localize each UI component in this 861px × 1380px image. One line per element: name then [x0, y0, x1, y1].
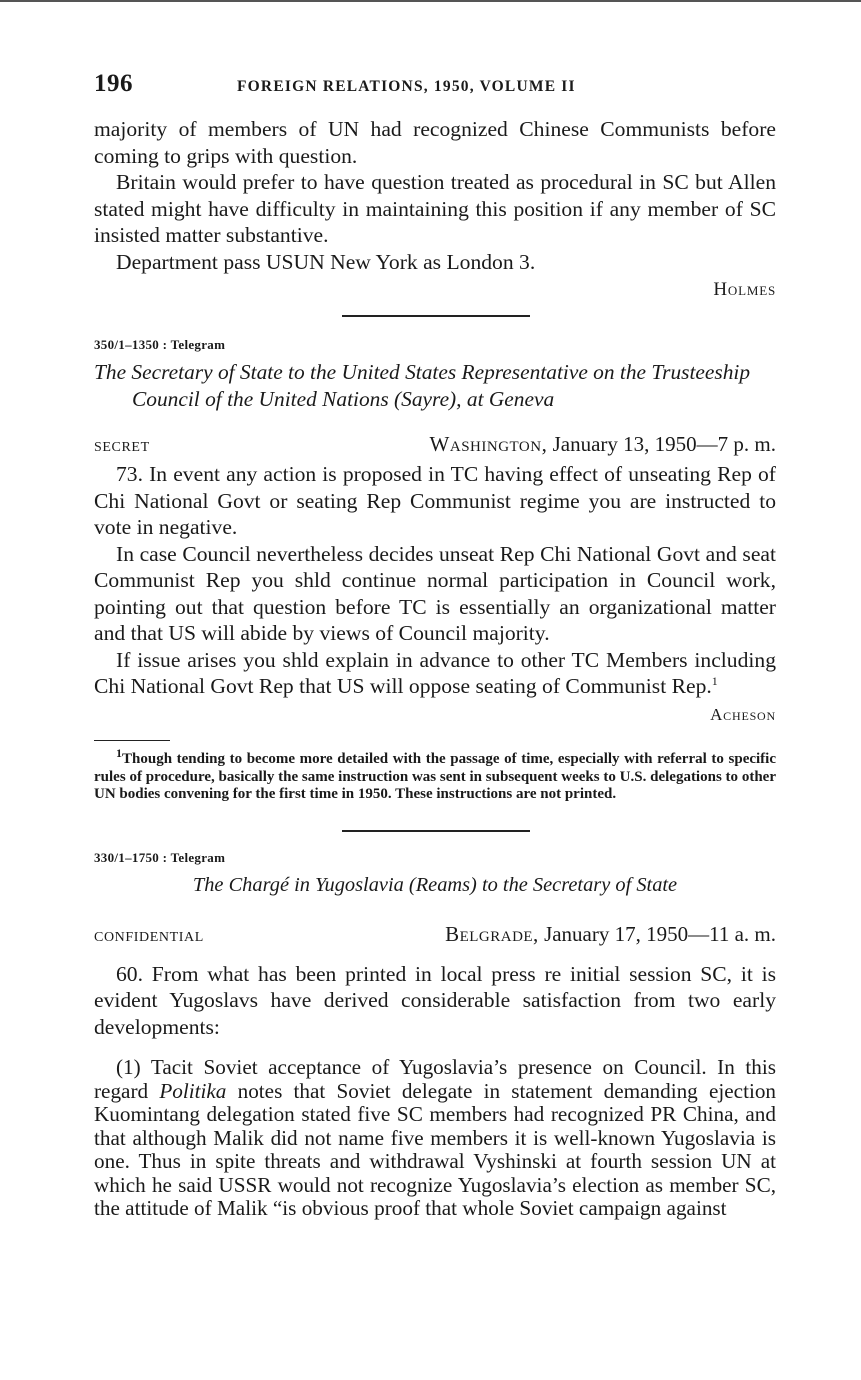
doc-b-place: Washington, [429, 432, 548, 456]
doc-b-date: January 13, 1950—7 p. m. [552, 432, 776, 456]
doc-c-publication-name: Politika [159, 1078, 227, 1103]
doc-b-paragraph-1: 73. In event any action is proposed in TC having effect of unseating Rep of Chi National Govt or seating Rep Communist regime you are instructed to vote in negative. [94, 462, 776, 539]
section-divider-2 [342, 830, 530, 832]
doc-b-place-date [430, 431, 776, 457]
doc-b-paragraph-3-text: If issue arises you shld explain in advance to other TC Members including Chi National Govt Rep that US will oppose seating of Communist Rep. [94, 647, 776, 698]
doc-c-item-1-rest: notes that Soviet delegate in statement demanding ejection Kuomintang delegation stated five SC members had recognized PR China, and that although Malik did not name five members it is well-known Yugoslavia is one. Thus in spite threats and withdrawal Vyshinski at fourth session UN at which he said USSR would not recognize Yugoslavia’s election as member SC, the attitude of Malik “is obvious proof that whole Soviet campaign against [94, 1078, 777, 1220]
footnote-reference: 1 [711, 673, 718, 688]
running-head [94, 70, 776, 100]
doc-a-paragraph-1: majority of members of UN had recognized Chinese Communists before coming to grips with question. [94, 117, 776, 168]
doc-a-signature: Holmes [713, 279, 776, 300]
doc-b-file-number: 350/1–1350 : Telegram [94, 337, 226, 352]
doc-a-paragraph-2: Britain would prefer to have question treated as procedural in SC but Allen stated might have difficulty in maintaining this position if any member of SC insisted matter substantive. [94, 170, 776, 247]
footnote-rule [94, 740, 170, 742]
doc-a-paragraph-3: Department pass USUN New York as London 3. [116, 249, 536, 274]
doc-c-paragraph-1: 60. From what has been printed in local press re initial session SC, it is evident Yugoslavs have derived considerable satisfaction from two early developments: [94, 961, 776, 1039]
doc-c-dateline [94, 921, 776, 951]
doc-c-file-number: 330/1–1750 : Telegram [94, 849, 226, 865]
book-page [94, 70, 776, 1221]
doc-b-dateline [94, 431, 776, 461]
doc-c-item-1 [94, 1056, 776, 1221]
footnote-text: Though tending to become more detailed with the passage of time, especially with referral to specific rules of procedure, basically the same instruction was sent in subsequent weeks to U.S. delegations to other UN bodies convening for the first time in 1950. These instructions are not printed. [94, 751, 776, 802]
doc-b-signature: Acheson [710, 704, 776, 724]
doc-c-item-1-lead: (1) Tacit Soviet acceptance of Yugoslavia’s presence on Council. In this regard [94, 1055, 776, 1103]
doc-c-place-date [445, 921, 776, 947]
doc-c-classification: CONFIDENTIAL [94, 929, 204, 945]
running-head-title: FOREIGN RELATIONS, 1950, VOLUME II [237, 78, 576, 95]
doc-b-title: The Secretary of State to the United States Representative on the Trusteeship Council of the United Nations (Sayre), at Geneva [94, 360, 751, 411]
page-number: 196 [94, 70, 133, 97]
doc-c-title: The Chargé in Yugoslavia (Reams) to the Secretary of State [192, 873, 678, 896]
doc-b-classification: SECRET [94, 440, 150, 455]
section-divider-1 [342, 315, 530, 317]
footnote-marker: 1 [116, 746, 122, 760]
doc-c-date: January 17, 1950—11 a. m. [544, 921, 776, 946]
doc-b-paragraph-2: In case Council nevertheless decides unseat Rep Chi National Govt and seat Communist Rep you shld continue normal participation in Council work, pointing out that question before TC is essentially an organizational matter and that US will abide by views of Council majority. [94, 541, 776, 645]
doc-c-place: Belgrade, [445, 921, 539, 946]
footnote [94, 746, 776, 804]
page-top-edge [0, 0, 861, 2]
doc-b-paragraph-3 [94, 647, 776, 700]
